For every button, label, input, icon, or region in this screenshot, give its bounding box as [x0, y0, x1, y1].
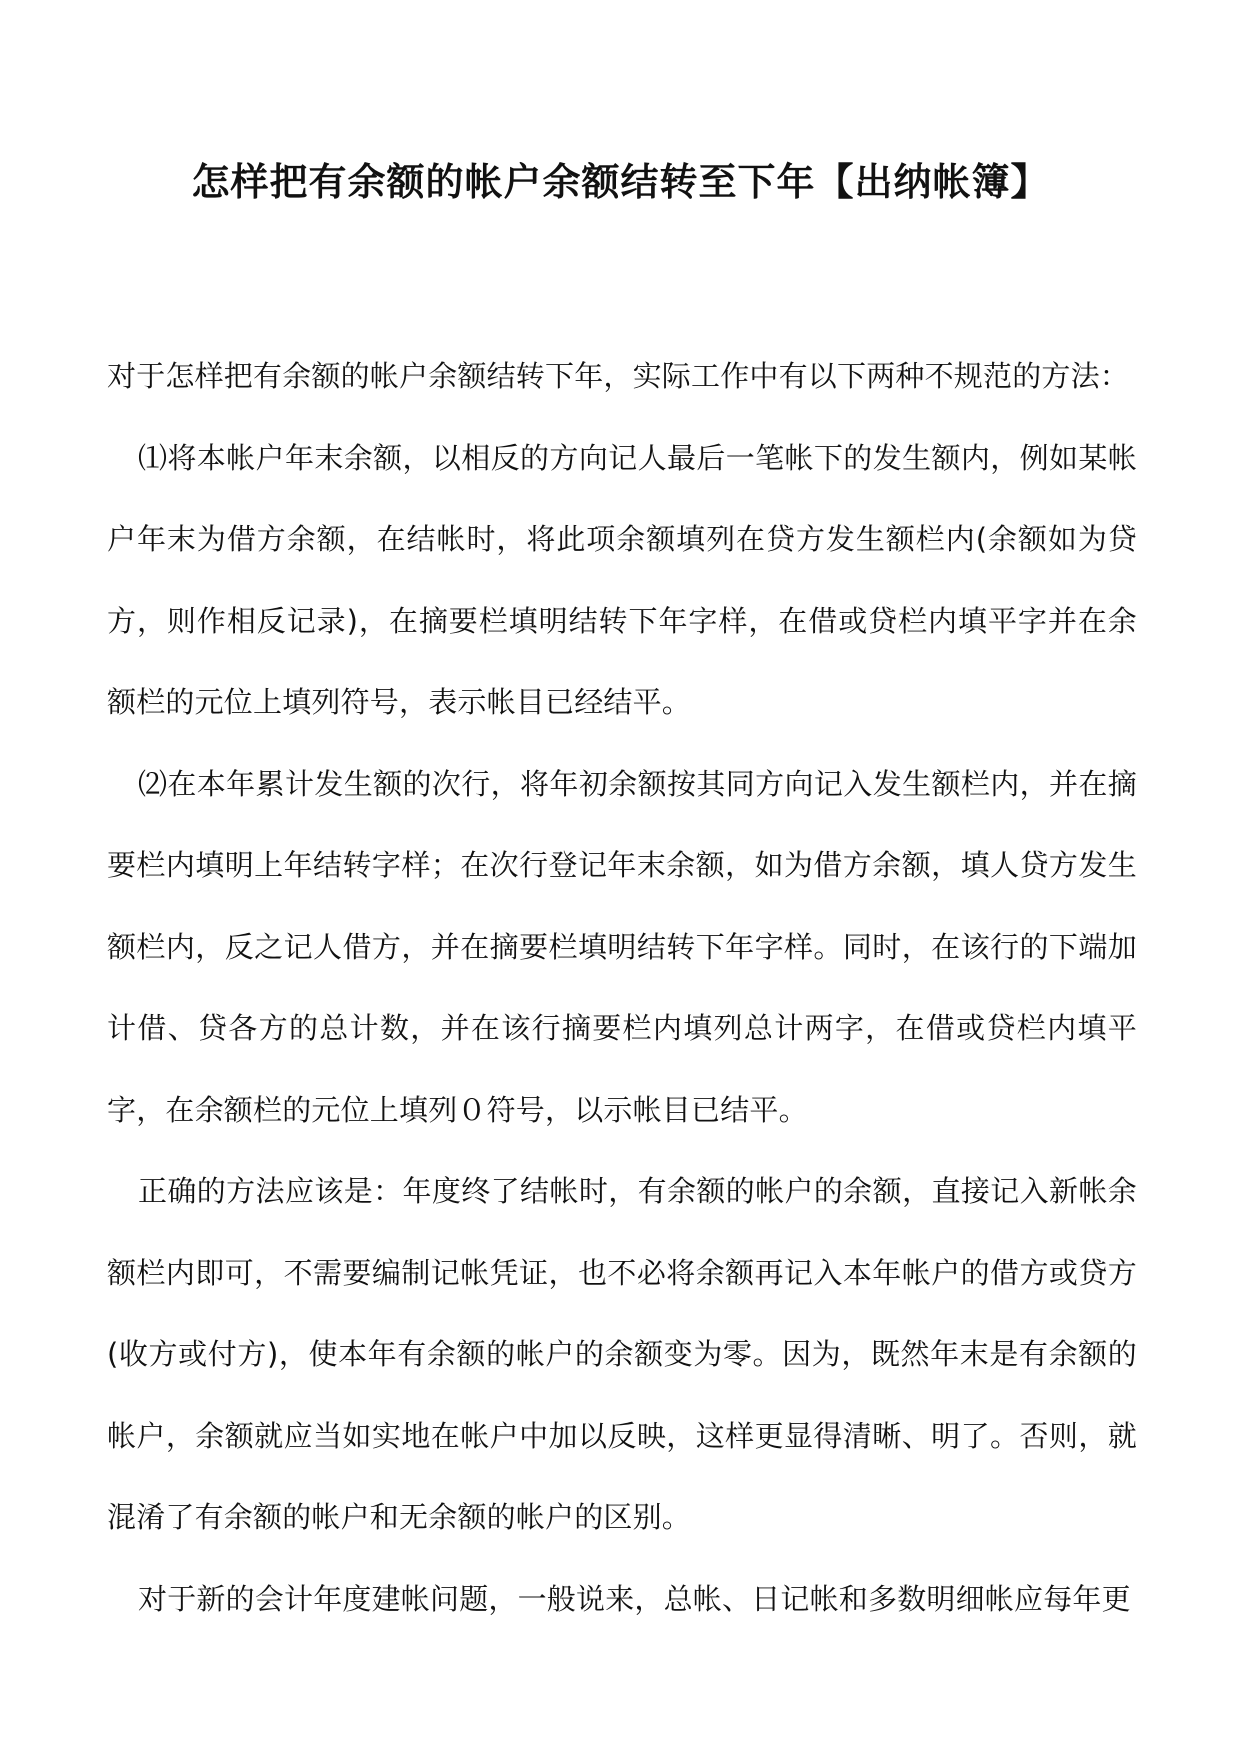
paragraph-correct-method: 正确的方法应该是：年度终了结帐时，有余额的帐户的余额，直接记入新帐余额栏内即可，不需要编制记帐凭证，也不必将余额再记入本年帐户的借方或贷方(收方或付方)，使本年有余额的帐户的余额变为零。因为，既然年末是有余额的帐户，余额就应当如实地在帐户中加以反映，这样更显得清晰、明了。否则，就混淆了有余额的帐户和无余额的帐户的区别。 — [107, 1174, 1137, 1534]
document-title: 怎样把有余额的帐户余额结转至下年【出纳帐簿】 — [191, 160, 1050, 204]
paragraph-intro: 对于怎样把有余额的帐户余额结转下年，实际工作中有以下两种不规范的方法： — [107, 359, 1130, 393]
paragraph-new-year: 对于新的会计年度建帐问题，一般说来，总帐、日记帐和多数明细帐应每年更 — [138, 1581, 1131, 1616]
document-body — [107, 336, 1137, 1640]
paragraph-method-1: ⑴将本帐户年末余额，以相反的方向记人最后一笔帐下的发生额内，例如某帐户年末为借方余额，在结帐时，将此项余额填列在贷方发生额栏内(余额如为贷方，则作相反记录)，在摘要栏填明结转下年字样，在借或贷栏内填平字并在余额栏的元位上填列符号，表示帐目已经结平。 — [107, 440, 1137, 719]
paragraph-method-2: ⑵在本年累计发生额的次行，将年初余额按其同方向记入发生额栏内，并在摘要栏内填明上年结转字样；在次行登记年末余额，如为借方余额，填人贷方发生额栏内，反之记人借方，并在摘要栏填明结转下年字样。同时，在该行的下端加计借、贷各方的总计数，并在该行摘要栏内填列总计两字，在借或贷栏内填平字，在余额栏的元位上填列０符号，以示帐目已结平。 — [107, 766, 1137, 1127]
